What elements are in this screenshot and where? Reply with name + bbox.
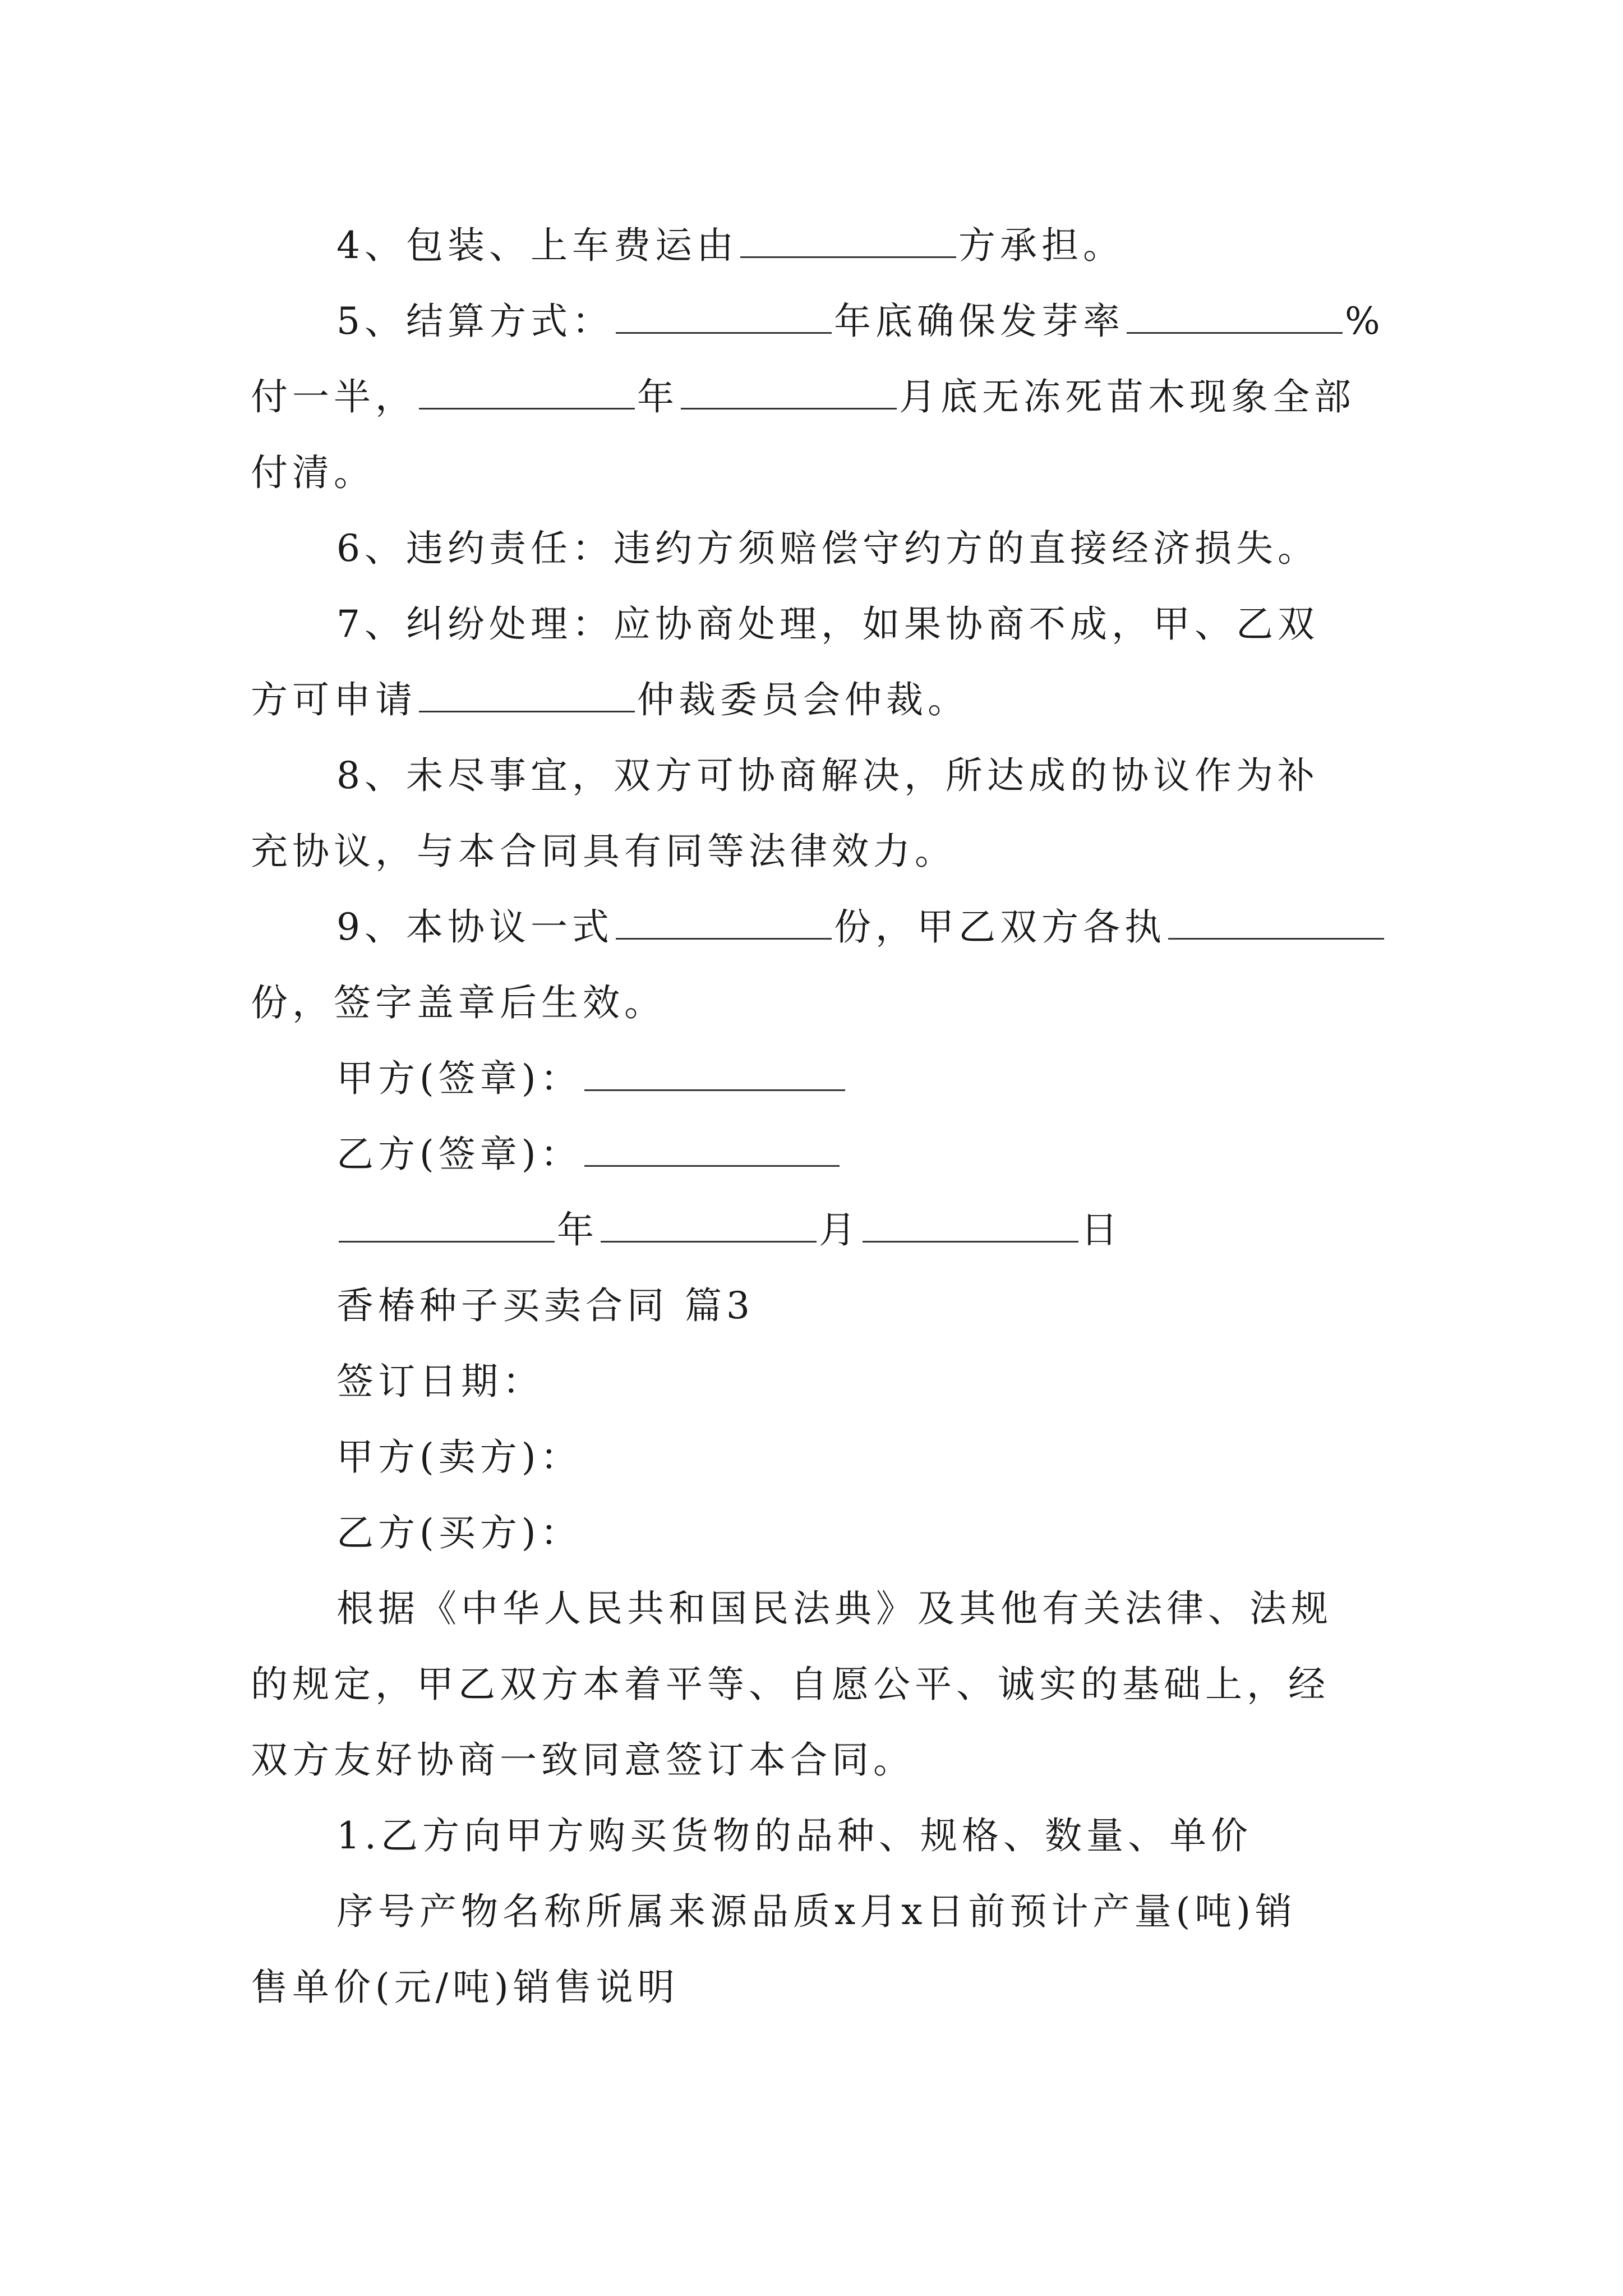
- clause-9-text-mid: 份，甲乙双方各执: [834, 905, 1166, 949]
- party-a-seller: [336, 1435, 1379, 1480]
- clause-9-cont-text: 份，签字盖章后生效。: [251, 981, 666, 1024]
- clause-9-cont: [251, 981, 1379, 1025]
- clause-7-text: 7、纠纷处理：应协商处理，如果协商不成，甲、乙双: [336, 602, 1319, 646]
- clause-6-text: 6、违约责任：违约方须赔偿守约方的直接经济损失。: [336, 527, 1319, 570]
- clause-8: [336, 753, 1379, 798]
- clause-7-cont: [251, 678, 1379, 723]
- signature-line: [584, 1057, 845, 1091]
- section-title: [336, 1283, 1379, 1328]
- clause-8-cont-text: 充协议，与本合同具有同等法律效力。: [251, 830, 956, 873]
- date-year: 年: [557, 1208, 598, 1251]
- preamble-cont: [251, 1662, 1379, 1707]
- clause-7-cont-text-end: 仲裁委员会仲裁。: [637, 678, 969, 721]
- blank-field: [419, 375, 635, 409]
- clause-5-cont: [251, 375, 1379, 420]
- table-header-text: 序号产物名称所属来源品质x月x日前预计产量(吨)销: [336, 1890, 1297, 1933]
- party-a-label: 甲方(签章)：: [336, 1057, 582, 1100]
- blank-field: [616, 905, 832, 940]
- blank-field: [740, 224, 956, 258]
- clause-4: [336, 223, 1379, 268]
- blank-field: [419, 678, 635, 712]
- blank-field: [616, 300, 832, 334]
- blank-field: [601, 1208, 817, 1243]
- preamble-end-text: 双方友好协商一致同意签订本合同。: [251, 1738, 915, 1782]
- clause-5-end-text: 付清。: [251, 451, 375, 494]
- clause-5-year: 年: [637, 375, 679, 418]
- signature-line: [584, 1133, 840, 1167]
- preamble-end: [251, 1738, 1379, 1783]
- clause-6: [336, 526, 1379, 571]
- article-1: [336, 1814, 1379, 1858]
- clause-5: [336, 299, 1385, 344]
- table-header-cont-text: 售单价(元/吨)销售说明: [251, 1966, 679, 2009]
- blank-field: [1127, 300, 1343, 334]
- clause-5-text: 5、结算方式：: [336, 300, 614, 343]
- clause-9-text: 9、本协议一式: [336, 905, 614, 949]
- clause-5-cont-text: 付一半，: [251, 375, 417, 418]
- clause-4-text: 4、包装、上车费运由: [336, 224, 738, 267]
- table-header: [336, 1889, 1379, 1934]
- clause-9: [336, 905, 1379, 950]
- date-month: 月: [819, 1208, 860, 1251]
- blank-field: [681, 375, 897, 409]
- party-b-label: 乙方(签章)：: [336, 1133, 582, 1176]
- date-line: [336, 1208, 1379, 1253]
- preamble-cont-text: 的规定，甲乙双方本着平等、自愿公平、诚实的基础上，经: [251, 1663, 1330, 1706]
- clause-8-text: 8、未尽事宜，双方可协商解决，所达成的协议作为补: [336, 754, 1319, 797]
- clause-5-end: [251, 450, 1379, 495]
- blank-field: [339, 1208, 555, 1243]
- clause-7-cont-text: 方可申请: [251, 678, 417, 721]
- preamble-text: 根据《中华人民共和国民法典》及其他有关法律、法规: [336, 1587, 1332, 1630]
- clause-8-cont: [251, 829, 1379, 874]
- clause-5-cont-text-end: 月底无冻死苗木现象全部: [899, 375, 1355, 418]
- party-b-signature: [336, 1132, 1379, 1177]
- blank-field: [1168, 905, 1384, 940]
- article-1-text: 1.乙方向甲方购买货物的品种、规格、数量、单价: [336, 1814, 1252, 1857]
- clause-7: [336, 602, 1379, 647]
- clause-5-text-mid: 年底确保发芽率: [834, 300, 1124, 343]
- preamble: [336, 1586, 1379, 1631]
- signing-date-label: 签订日期：: [336, 1360, 544, 1403]
- party-a-seller-label: 甲方(卖方)：: [336, 1435, 582, 1479]
- blank-field: [863, 1208, 1078, 1243]
- section-title-text: 香椿种子买卖合同 篇3: [336, 1284, 754, 1327]
- table-header-cont: [251, 1965, 1379, 2010]
- party-a-signature: [336, 1056, 1379, 1101]
- date-day: 日: [1081, 1208, 1122, 1251]
- signing-date: [336, 1359, 1379, 1404]
- clause-4-text-end: 方承担。: [958, 224, 1124, 267]
- party-b-buyer: [336, 1511, 1379, 1556]
- clause-5-percent: %: [1345, 300, 1385, 343]
- party-b-buyer-label: 乙方(买方)：: [336, 1511, 582, 1554]
